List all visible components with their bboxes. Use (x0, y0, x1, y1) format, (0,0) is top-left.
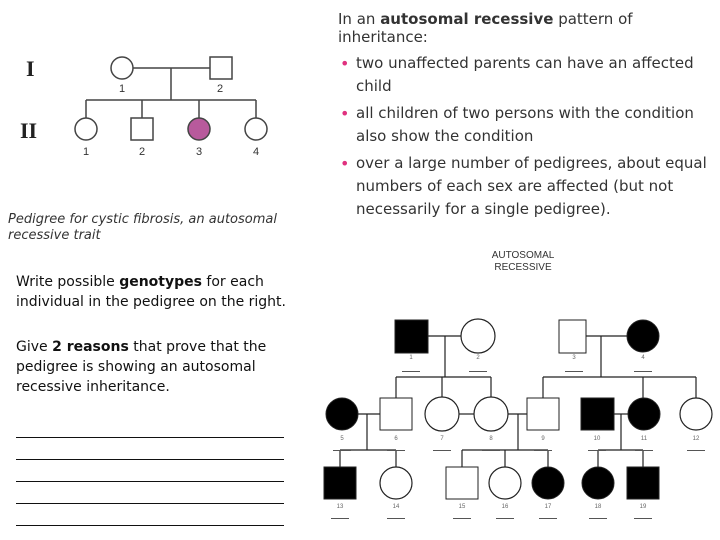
ar-17-affected-female (532, 467, 564, 499)
cf-ii1-number: 1 (82, 146, 90, 158)
ar-number: 15 (458, 504, 466, 510)
cf-i1-number: 1 (118, 83, 126, 95)
rule-item: • two unaffected parents can have an affected child (340, 54, 694, 95)
cf-ii2-number: 2 (138, 146, 146, 158)
task-question-1: Write possible genotypes for each individual in the pedigree on the right. (16, 274, 286, 310)
ar-1-affected-male (395, 320, 428, 353)
genotype-blank[interactable] (496, 518, 514, 519)
ar-4-affected-female (627, 320, 659, 352)
ar-number: 14 (392, 504, 400, 510)
ar-number: 18 (594, 504, 602, 510)
genotype-blank[interactable] (565, 371, 583, 372)
genotype-blank[interactable] (433, 450, 451, 451)
bullet-dot-icon: • (340, 104, 350, 123)
genotype-blank[interactable] (589, 518, 607, 519)
genotype-blank[interactable] (333, 450, 351, 451)
ar-number: 8 (489, 436, 493, 442)
ar-number: 13 (336, 504, 344, 510)
ar-13-affected-male (324, 467, 356, 499)
cf-caption: Pedigree for cystic fibrosis, an autosomal recessive trait (8, 212, 277, 243)
ar-number: 10 (593, 436, 601, 442)
ar-number: 1 (409, 355, 413, 361)
genotype-blank[interactable] (387, 518, 405, 519)
genotype-blank[interactable] (588, 450, 606, 451)
ar-16-female (489, 467, 521, 499)
ar-number: 3 (572, 355, 576, 361)
genotype-blank[interactable] (469, 371, 487, 372)
ar-12-female (680, 398, 712, 430)
cf-ii4-number: 4 (252, 146, 260, 158)
cf-i2-number: 2 (216, 83, 224, 95)
generation-label-i: I (26, 56, 35, 81)
ar-19-affected-male (627, 467, 659, 499)
genotype-blank[interactable] (331, 518, 349, 519)
rules-title: In an autosomal recessive pattern of inheritance: (338, 10, 633, 46)
genotype-blank[interactable] (387, 450, 405, 451)
ar-number: 17 (544, 504, 552, 510)
ar-18-affected-female (582, 467, 614, 499)
ar-number: 16 (501, 504, 509, 510)
ar-number: 5 (340, 436, 344, 442)
genotype-blank[interactable] (539, 518, 557, 519)
genotype-blank[interactable] (635, 450, 653, 451)
ar-number: 6 (394, 436, 398, 442)
rule-item: • all children of two persons with the condition also show the condition (340, 104, 694, 145)
genotype-blank[interactable] (402, 371, 420, 372)
ar-5-affected-female (326, 398, 358, 430)
ar-number: 9 (541, 436, 545, 442)
ar-11-affected-female (628, 398, 660, 430)
rule-item: • over a large number of pedigrees, about equal numbers of each sex are affected (but not necessarily for a single pedigree). (340, 154, 707, 218)
ar-15-male (446, 467, 478, 499)
generation-label-ii: II (20, 118, 38, 143)
genotype-blank[interactable] (534, 450, 552, 451)
genotype-blank[interactable] (634, 371, 652, 372)
genotype-blank[interactable] (482, 450, 500, 451)
ar-9-male (527, 398, 559, 430)
ar-3-male (559, 320, 586, 353)
cf-ii3-number: 3 (195, 146, 203, 158)
ar-number: 4 (641, 355, 645, 361)
ar-7-female (425, 397, 459, 431)
ar-8-female (474, 397, 508, 431)
ar-number: 7 (440, 436, 444, 442)
ar-pedigree-title: AUTOSOMAL RECESSIVE (491, 250, 555, 273)
ar-6-male (380, 398, 412, 430)
genotype-blank[interactable] (453, 518, 471, 519)
genotype-blank[interactable] (634, 518, 652, 519)
ar-number: 19 (639, 504, 647, 510)
genotype-blank[interactable] (687, 450, 705, 451)
ar-number: 11 (640, 436, 648, 442)
ar-number: 2 (476, 355, 480, 361)
ar-10-affected-male (581, 398, 614, 430)
bullet-dot-icon: • (340, 154, 350, 173)
ar-2-female (461, 319, 495, 353)
ar-14-female (380, 467, 412, 499)
task-question-2: Give 2 reasons that prove that the pedigree is showing an autosomal recessive inheritance. (16, 339, 267, 395)
bullet-dot-icon: • (340, 54, 350, 73)
ar-number: 12 (692, 436, 700, 442)
